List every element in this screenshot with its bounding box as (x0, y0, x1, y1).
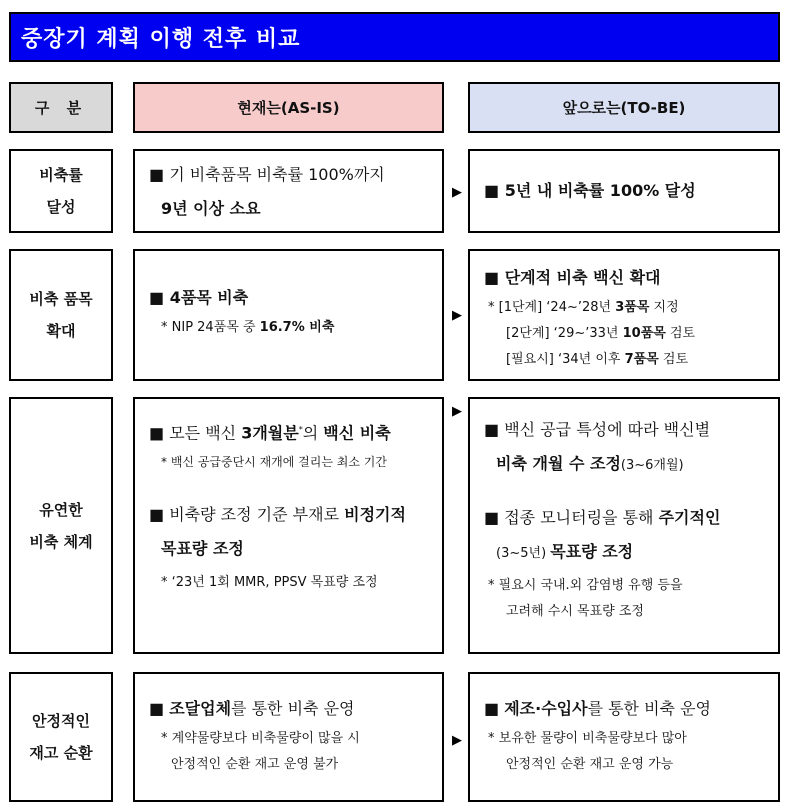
row-label-line: 확대 (46, 322, 76, 340)
text: (3~6개월) (620, 458, 684, 473)
note-text: [2단계] ‘29~’33년 (506, 326, 623, 341)
text-bold: 조달업체 (169, 699, 232, 718)
tobe-note: * 보유한 물량이 비축물량보다 많아 (488, 731, 687, 746)
arrow-right-icon: ▶ (452, 404, 462, 419)
header-tobe: 앞으로는(TO-BE) (468, 82, 780, 133)
row-label-line: 비축 체계 (29, 532, 93, 551)
arrow-right-icon: ▶ (452, 308, 462, 323)
text-bold: 제조·수입사 (504, 699, 588, 718)
asis-note: * 계약물량보다 비축물량이 많을 시 (161, 731, 360, 746)
asis-text: 목표량 조정 (161, 539, 244, 559)
text-bold: 비정기적 (344, 505, 406, 525)
tobe-text: ■ 백신 공급 특성에 따라 백신별 (484, 420, 711, 439)
row-label-flexible (9, 397, 113, 654)
tobe-stock-box (468, 672, 780, 802)
asis-text: 9년 이상 소요 (161, 199, 261, 218)
text: 를 통한 비축 운영 (231, 699, 355, 718)
footnote-mark: * (298, 425, 303, 434)
row-label-line: 재고 순환 (29, 744, 93, 762)
text: ■ 접종 모니터링을 통해 (484, 508, 659, 527)
row-label-line: 안정적인 (32, 712, 90, 730)
tobe-note (484, 347, 768, 373)
tobe-note (484, 321, 768, 347)
text: ■ 비축량 조정 기준 부재로 (149, 505, 345, 525)
row-label-rate (9, 149, 113, 233)
asis-items-box (133, 249, 444, 381)
asis-note: * ‘23년 1회 MMR, PPSV 목표량 조정 (161, 575, 378, 591)
asis-note: 안정적인 순환 재고 운영 불가 (171, 757, 339, 772)
text: ■ (484, 699, 505, 718)
row-label-line: 비축률 (39, 166, 83, 184)
row-label-line: 달성 (46, 198, 76, 216)
tobe-note: 고려해 수시 목표량 조정 (506, 604, 644, 619)
tobe-text: ■ 단계적 비축 백신 확대 (484, 268, 661, 287)
header-asis: 현재는(AS-IS) (133, 82, 444, 133)
text: ■ (149, 699, 170, 718)
tobe-note: 안정적인 순환 재고 운영 가능 (506, 757, 674, 772)
tobe-flexible-box (468, 397, 780, 654)
asis-text: ■ 기 비축품목 비축률 100%까지 (149, 165, 385, 184)
arrow-right-icon: ▶ (452, 185, 462, 200)
header-label: 구 분 (9, 82, 113, 133)
tobe-text (484, 535, 768, 571)
tobe-text: ■ 5년 내 비축률 100% 달성 (484, 181, 696, 200)
text: 를 통한 비축 운영 (587, 699, 712, 718)
note-text: 검토 (665, 326, 696, 341)
asis-text (149, 498, 432, 532)
note-text-bold: 7품목 (624, 352, 659, 367)
tobe-items-box (468, 249, 780, 381)
text-bold: 주기적인 (658, 508, 721, 527)
asis-text: ■ 4품목 비축 (149, 288, 249, 307)
tobe-rate-box (468, 149, 780, 233)
row-label-line: 비축 품목 (29, 290, 93, 308)
note-text: 지정 (649, 300, 679, 315)
note-text-bold: 10품목 (622, 326, 666, 341)
note-text: * [1단계] ‘24~’28년 (488, 300, 616, 315)
arrow-right-icon: ▶ (452, 733, 462, 748)
text: ■ 모든 백신 (149, 423, 242, 443)
text-bold: 백신 비축 (323, 423, 391, 443)
note-text: [필요시] ‘34년 이후 (506, 352, 625, 367)
note-text: * NIP 24품목 중 (161, 320, 260, 335)
note-text-bold: 16.7% 비축 (259, 320, 335, 335)
row-label-items (9, 249, 113, 381)
asis-text (149, 692, 432, 726)
tobe-text (484, 501, 768, 535)
asis-note: * 백신 공급중단시 재개에 걸리는 최소 기간 (161, 455, 387, 470)
asis-rate-box (133, 149, 444, 233)
tobe-text (484, 447, 768, 483)
text-bold: 3개월분 (241, 423, 299, 443)
text: (3~5년) (496, 546, 551, 561)
tobe-note: * 필요시 국내.외 감염병 유행 등을 (488, 578, 683, 593)
note-text-bold: 3품목 (615, 300, 650, 315)
text-bold: 목표량 조정 (550, 542, 634, 561)
asis-note (149, 315, 432, 341)
tobe-text (484, 692, 768, 726)
asis-stock-box (133, 672, 444, 802)
tobe-note (484, 295, 768, 321)
text: 의 (302, 423, 324, 443)
page-title: 중장기 계획 이행 전후 비교 (9, 12, 780, 62)
row-label-line: 유연한 (39, 500, 83, 519)
asis-text (149, 413, 432, 450)
text-bold: 비축 개월 수 조정 (496, 454, 621, 473)
note-text: 검토 (658, 352, 688, 367)
asis-flexible-box (133, 397, 444, 654)
row-label-stock (9, 672, 113, 802)
